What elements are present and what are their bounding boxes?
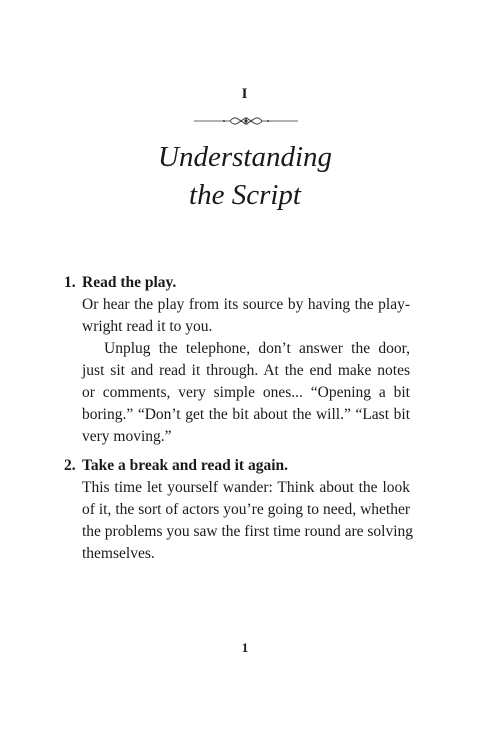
list-item: [64, 272, 410, 448]
body-line: Or hear the play from its source by having the play-: [82, 296, 410, 313]
chapter-title: [0, 138, 490, 214]
body-line: of it, the sort of actors you’re going to need, whether: [82, 501, 410, 518]
item-number: 1.: [64, 274, 76, 291]
page-number: 1: [241, 640, 249, 655]
body-line: This time let yourself wander: Think about the look: [82, 479, 410, 496]
item-heading-text: Take a break and read it again.: [82, 457, 288, 474]
chapter-title-line-2: the Script: [189, 179, 301, 211]
list-item: [64, 455, 414, 565]
item-heading-text: Read the play.: [82, 274, 177, 291]
body-line: Unplug the telephone, don’t answer the door,: [104, 340, 410, 357]
item-heading: [64, 455, 410, 477]
flourish-icon: [194, 113, 298, 129]
body-line: very moving.”: [82, 428, 172, 445]
body-line: boring.” “Don’t get the bit about the will.” “Last bit: [82, 406, 410, 423]
body-line: or comments, very simple ones... “Opening a bit: [82, 384, 410, 401]
chapter-number: I: [241, 86, 249, 102]
item-heading: [64, 272, 410, 294]
chapter-title-line-1: Understanding: [158, 141, 332, 173]
body-line: wright read it to you.: [82, 318, 213, 335]
body-line: just sit and read it through. At the end make notes: [82, 362, 410, 379]
body-line: the problems you saw the first time round are solving: [82, 523, 414, 540]
item-number: 2.: [64, 457, 76, 474]
body-line: themselves.: [82, 545, 155, 562]
